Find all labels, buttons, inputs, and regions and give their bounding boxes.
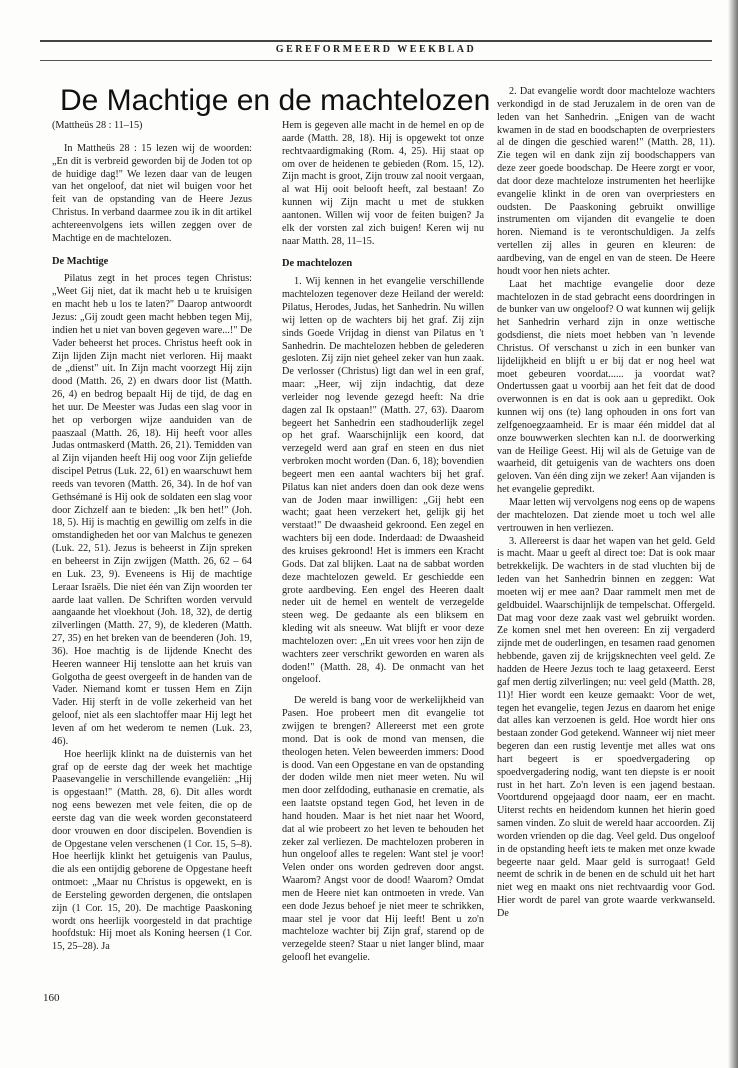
masthead-rule: [40, 60, 712, 61]
section-heading-de-machtige: De Machtige: [52, 255, 109, 267]
paragraph: 1. Wij kennen in het evangelie verschillende machtelozen tegenover deze Heiland der wereld: Pilatus, Herodes, Judas, het Sanhedrin. Nu willen wij letten op de wachters bij het graf. Zij zijn sinds Goede Vrijdag in dienst van Pilatus en 't Sanhedrin. De machtelozen hebben de gelederen gesloten. Zij zijn niet geheel zeker van hun zaak. De verlosser (Christus) ligt dan wel in een graf, maar: „Heer, wij zijn indachtig, dat deze verleider nog levende gezegd heeft: Na drie dagen zal Ik opstaan!" (Matth. 27, 63). Daarom begeert het Sanhedrin een stadhouderlijk zegel op het graf. Waarschijnlijk een koord, dat verzegeld werd aan graf en steen en dus niet verbroken mocht worden (Dan. 6, 18); bovendien begeert men een aantal wachters bij het graf. Pilatus kan niet anders doen dan ook deze wens van de Joden maar inwilligen: „Gij hebt een wacht; gaat heen verzekert het, gelijk gij het verstaat!" De dwaasheid gekroond. Een zegel en wachters bij een dode. Inderdaad: de Dwaasheid des kruises gekroond! Het is immers een Kracht Gods. Dat zal blijken. Laat na de sabbat worden deze machtelozen geweld. Er geschiedde een grote aardbeving. Een engel des Heeren daalt neder uit de hemel en wentelt de verzegelde steen weg. De gedaante als een bliksem en kleding wit als sneeuw. Wat blijft er voor deze machtelozen over: „En uit vrees voor hen zijn de wachters zeer verschrikt geworden en waren als doden!" (Matth. 28, 4). De onmacht van het ongeloof.: [282, 276, 484, 686]
paragraph: 2. Dat evangelie wordt door machteloze wachters verkondigd in de stad Jeruzalem in de oren van de leden van het Sanhedrin. „Enigen van de wacht kwamen in de stad en boodschapten de overpriesters al de dingen die geschied waren!" (Matth. 28, 11). Zie tegen wil en dank zijn zij boodschappers van deze zeer goede boodschap. De Heere zorgt er voor, dat door deze machteloze instrumenten het heerlijke evangelie klinkt in de oren van overpriesters en oudsten. De Paaskoning gebruikt onwillige instrumenten om vijanden dit evangelie te doen horen. Niemand is te verontschuldigen. Ja zelfs vertellen zij alles in geuren en kleuren: de aardbeving, van de engel en van de steen. De Heere houdt voor hen niets achter.: [497, 86, 715, 277]
column-1: [52, 120, 252, 954]
paragraph: In Mattheüs 28 : 15 lezen wij de woorden: „En dit is verbreid geworden bij de Joden tot op de huidige dag!" We lezen daar van de leugen van het ongeloof, dat niet wil buigen voor het feit van de opstanding van de Heere Jezus Christus. In verband daarmee zou ik in dit artikel achtereenvolgens iets willen zeggen over de Machtige en de machtelozen.: [52, 142, 253, 244]
paragraph: Hem is gegeven alle macht in de hemel en op de aarde (Matth. 28, 18). Hij is opgewekt tot onze rechtvaardigmaking (Rom. 4, 25). Hij staat op om over de heidenen te gebieden (Rom. 15, 12). Zijn macht is groot, Zijn trouw zal nooit vergaan, al wat Hij ooit belooft heeft, zal bestaan! Zo kunnen wij Zijn macht u met de stukken aantonen. Willen wij voor de feiten buigen? Ja elk der vorsten zal zich buigen! Keren wij nu naar Matth. 28, 11–15.: [282, 120, 484, 247]
masthead: GEREFORMEERD WEEKBLAD: [275, 44, 477, 55]
scripture-reference: (Mattheüs 28 : 11–15): [52, 120, 143, 131]
paragraph: Pilatus zegt in het proces tegen Christus: „Weet Gij niet, dat ik macht heb u te kruisigen en macht heb u los te laten?" Daarop antwoordt Jezus: „Gij zoudt geen macht hebben tegen Mij, indien het u niet van boven gegeven ware...!" De Vader beheerst het proces. Christus heeft ook in Zijn lijden Zijn macht niet verloren. Hij maakt de „dienst" uit. In Zijn macht voorzegt Hij zijn dood (Matth. 26, 2) en dwars door list (Matth. 26, 4) en bedrog bepaalt Hij de tijd, de dag en het uur. De Meester was Judas een slag voor in het op verborgen wijze aanduiden van de paaszaal (Matth. 26, 18). Hij heeft voor alles Judas ontmaskerd (Matth. 26, 21). Temidden van al Zijn vijanden heeft Hij oog voor Zijn geliefde discipel Petrus (Luk. 22, 61) en waarschuwt hem reeds van tevoren (Matth. 26, 34). In de hof van Gethsémané is Hij ook de soldaten een slag voor door Zichzelf aan te bieden: „Ik ben het!" (Joh. 18, 5). Hij is machtig en gewillig om zelfs in die omstandigheden het oor van Malchus te genezen (Luk. 22, 51). Jezus is beheerst in Zijn spreken en beheerst in Zijn zwijgen (Matth. 26, 62 – 64 en Luk. 23, 9). Eveneens is Hij de machtige Leraar Israëls. Die niet één van Zijn woorden ter aarde laat vallen. De Schriften worden vervuld aangaande het vloekhout (Joh. 18, 32), de dertig zilverlingen (Matth. 27, 9), de klederen (Matth. 27, 35) en het breken van de beenderen (Joh. 19, 36). Hoe machtig is de lijdende Knecht des Heeren wanneer Hij tenslotte aan het kruis van Golgotha de geest overgeeft in de handen van de Vader. Niemand komt er tussen Hem en Zijn Vader. Hij sterft in de volle zekerheid van het geloof, niet als een slachtoffer maar Hij legt het leven af om het wederom te nemen (Luk. 23, 46).: [52, 273, 252, 747]
paragraph: Laat het machtige evangelie door deze machtelozen in de stad gebracht eens doordringen in de bunker van uw ongeloof? O wat kunnen wij gelijk het Sanhedrin verhard zijn in onze wettische godsdienst, die niets moet hebben van 'n levende Christus. Of verschanst u zich in een bunker van lijdelijkheid en blijft u er bij dat er nog heel wat moet gebeuren voordat...... ja voordat wat? Ondertussen gaat u voorbij aan het feit dat de dood overwonnen is en dat is ook aan u gepredikt. Ook kunnen wij ons (te) lang ophouden in ons fort van zelfgenoegzaamheid. Er is maar één middel dat al onze bouwwerken slechten kan n.l. de doorwerking van de Heilige Geest. Hij wil als de Getuige van de waarheid, dit getuigenis van de wachters ons doen geloven. Van één ding zijn we zeker! Aan vijanden is het evangelie gepredikt.: [497, 278, 715, 496]
section-heading-de-machtelozen: De machtelozen: [282, 258, 353, 270]
paragraph: 3. Allereerst is daar het wapen van het geld. Geld is macht. Maar u geeft al direct toe: Dat is ook maar betrekkelijk. De wachters in de stad vluchten bij de leden van het Sanhedrin binnen en zeggen: Wat moeten wij er mee aan? Daar rammelt men met de geldbuidel. Waarschijnlijk de tempelschat. Offergeld. Dat mag voor deze zaak vast wel gebruikt worden. Ze komen snel met hen overeen: En zij vergaderd zijnde met de ouderlingen, en tesamen raad genomen hebbende, gaven zij de krijgsknechten veel geld. Ze hadden de Heere Jezus toch te laag getaxeerd. Eerst gaf men dertig zilverlingen; nu: veel geld (Matth. 28, 11)! Hier wordt een keuze gemaakt: Voor de wet, tegen het evangelie, tegen Jezus en daarom het enige dat alles kan verzoenen is geld. Hoe wordt hier ons bestaan zonder God getekend. Wanneer wij niet meer begeren dan een rustig leventje met alles wat ons hart begeert is er spoedvergadering op spoedvergadering nodig, want ten diepste is er nooit rust in het hart. Zo'n leven is een jagend bestaan. Voortdurend opgejaagd door naam, eer en macht. Uiterst rechts en heidendom kunnen het hierin goed samen vinden. Zo sluit de wereld haar accoorden. Zij worden vrienden op die dag. Veel geld. Dus ongeloof in de opstanding heeft iets te maken met onze kwade begeerte naar geld. Maar geld is surrogaat! Geld neemt de schrik in de benen en de schuld uit het hart niet weg en maakt ons niet rechtvaardig voor God. Hier wordt de parel van grote waarde verkwanseld. De: [497, 535, 715, 919]
paragraph: Maar letten wij vervolgens nog eens op de wapens der machtelozen. Dat ziende moet u toch wel alle vertrouwen in hen verliezen.: [497, 497, 715, 534]
top-rule: [40, 40, 712, 42]
page-edge-shadow: [728, 0, 738, 1068]
article-title: De Machtige en de machtelozen: [60, 84, 491, 117]
page-number: 160: [43, 992, 60, 1004]
column-2: [282, 120, 484, 965]
column-3: [497, 86, 715, 921]
paragraph: Hoe heerlijk klinkt na de duisternis van het graf op de eerste dag der week het machtige Paasevangelie in verschillende evangeliën: „Hij is opgestaan!" (Matth. 28, 6). Dit alles wordt nog eens bewezen met vele feiten, die op de eerste dag van die week worden geconstateerd door vrouwen en door discipelen. Bovendien is de Opgestane velen verschenen (1 Cor. 15, 5–8). Hoe heerlijk klinkt het getuigenis van Paulus, die als een ontijdig geborene de Opgestane heeft ontmoet: „Maar nu Christus is opgewekt, en is de Eersteling geworden dergenen, die ontslapen zijn (1 Cor. 15, 20). De machtige Paaskoning wordt ons heerlijk voorgesteld in dat prachtige hoofdstuk: Hij moet als Koning heersen (1 Cor. 15, 25–28). Ja: [52, 748, 252, 953]
paragraph: De wereld is bang voor de werkelijkheid van Pasen. Hoe probeert men dit evangelie tot zwijgen te brengen? Allereerst met een grote mond. Dat is ook de mond van mensen, die theologen heten. Velen beweerden immers: Dood is dood. Van een Opgestane en van de opstanding der doden wilde men niet meer weten. Nu wil men door zelfdoding, euthanasie en crematie, als een laatste opstand tegen God, het leven in de hand houden. Maar is het niet naar het Woord, dat al wie probeert zo het leven te behouden het zeker zal verliezen. De machtelozen proberen in hun ongeloof alles te regelen: Want stel je voor! Velen onder ons worden gedreven door angst. Waarom? Angst voor de dood! Waarom? Omdat men de Heere niet kan ontmoeten in vrede. Van een dode Jezus behoef je niet meer te schrikken, maar stel je voor dat Hij leeft! Bent u zo'n machteloze wachter bij Zijn graf, starend op de verzegelde steen? Staar u niet langer blind, maar geloofl het evangelie.: [282, 695, 484, 964]
